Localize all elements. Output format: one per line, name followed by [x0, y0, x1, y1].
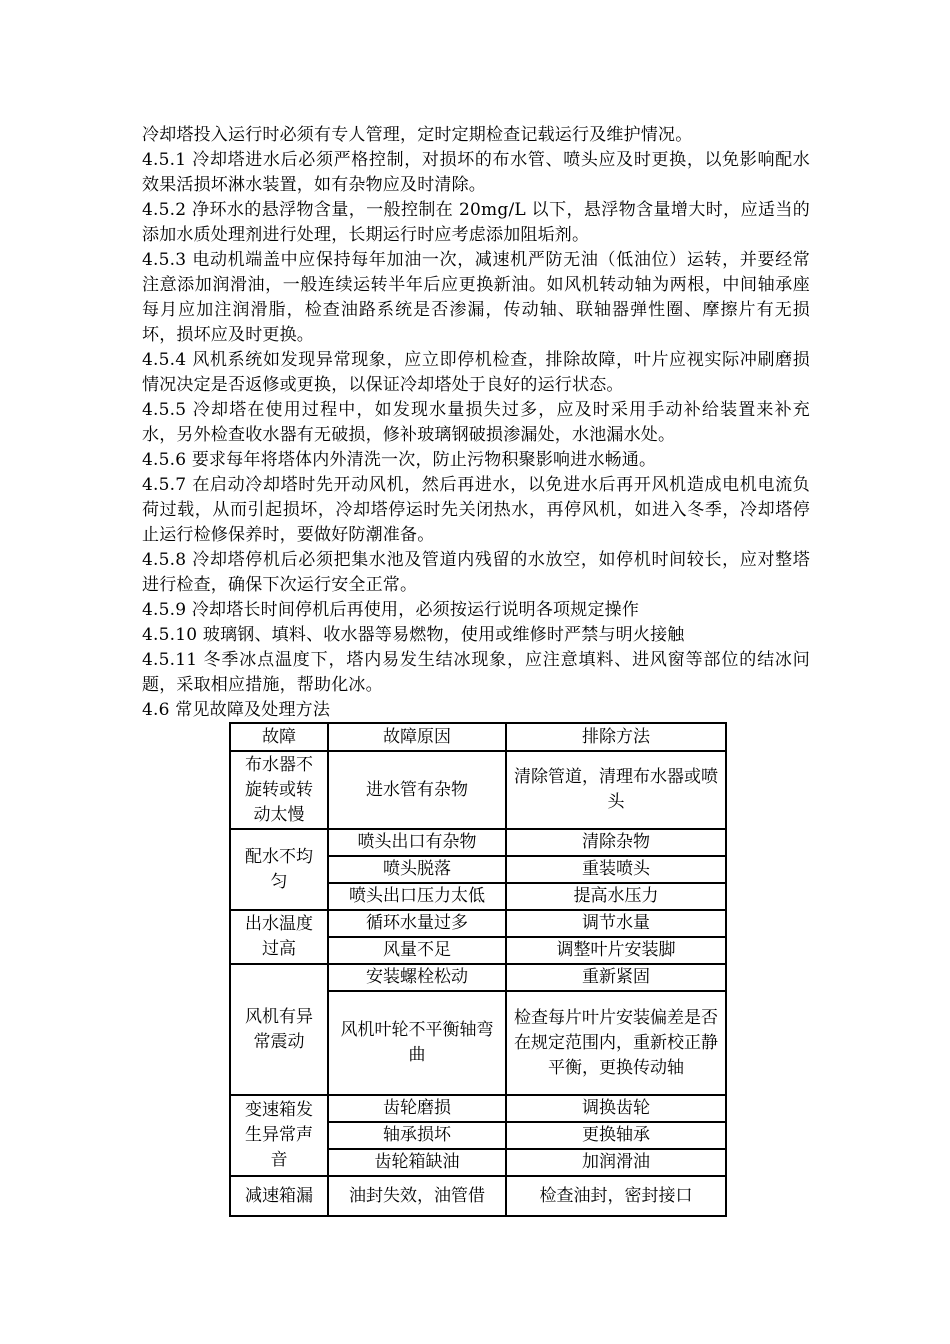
cause-cell: 齿轮箱缺油 [328, 1149, 506, 1176]
cause-cell: 喷头出口压力太低 [328, 883, 506, 910]
header-fault: 故障 [230, 723, 328, 751]
paragraph: 4.5.3 电动机端盖中应保持每年加油一次，减速机严防无油（低油位）运转，并要经常注意添加润滑油，一般连续运转半年后应更换新油。如风机转动轴为两根，中间轴承座每月应加注润滑脂，检查油路系统是否渗漏，传动轴、联轴器弹性圈、摩擦片有无损坏，损坏应及时更换。 [142, 250, 810, 345]
cause-cell: 风量不足 [328, 937, 506, 964]
solution-cell: 提高水压力 [506, 883, 726, 910]
table-row [230, 1176, 726, 1216]
table-row [230, 910, 726, 937]
fault-cell: 出水温度过高 [230, 910, 328, 964]
table-row [230, 964, 726, 991]
fault-cell: 变速箱发生异常声音 [230, 1095, 328, 1176]
solution-cell: 检查油封，密封接口 [506, 1176, 726, 1216]
paragraph: 4.5.6 要求每年将塔体内外清洗一次，防止污物积聚影响进水畅通。 [142, 450, 657, 470]
solution-cell: 调换齿轮 [506, 1095, 726, 1122]
paragraph: 4.5.7 在启动冷却塔时先开动风机，然后再进水，以免进水后再开风机造成电机电流负荷过载，从而引起损坏，冷却塔停运时先关闭热水，再停风机，如进入冬季，冷却塔停止运行检修保养时，要做好防潮准备。 [142, 475, 810, 545]
header-cause: 故障原因 [328, 723, 506, 751]
table-header-row [230, 723, 726, 751]
cause-cell: 安装螺栓松动 [328, 964, 506, 991]
solution-cell: 清除杂物 [506, 829, 726, 856]
cause-cell: 油封失效，油管借 [328, 1176, 506, 1216]
section-heading: 4.6 常见故障及处理方法 [142, 700, 331, 720]
solution-cell: 重装喷头 [506, 856, 726, 883]
fault-cell: 风机有异常震动 [230, 964, 328, 1095]
paragraph: 4.5.2 净环水的悬浮物含量，一般控制在 20mg/L 以下，悬浮物含量增大时，应适当的添加水质处理剂进行处理，长期运行时应考虑添加阻垢剂。 [142, 200, 810, 245]
paragraph: 4.5.5 冷却塔在使用过程中，如发现水量损失过多，应及时采用手动补给装置来补充水，另外检查收水器有无破损，修补玻璃钢破损渗漏处，水池漏水处。 [142, 400, 810, 445]
header-solution: 排除方法 [506, 723, 726, 751]
solution-cell: 清除管道，清理布水器或喷头 [506, 751, 726, 829]
solution-cell: 更换轴承 [506, 1122, 726, 1149]
fault-cell: 布水器不旋转或转动太慢 [230, 751, 328, 829]
document-body [142, 123, 810, 723]
table-row [230, 751, 726, 829]
paragraph: 4.5.9 冷却塔长时间停机后再使用，必须按运行说明各项规定操作 [142, 600, 640, 620]
cause-cell: 喷头脱落 [328, 856, 506, 883]
fault-cell: 配水不均匀 [230, 829, 328, 910]
solution-cell: 检查每片叶片安装偏差是否在规定范围内，重新校正静平衡，更换传动轴 [506, 991, 726, 1095]
fault-table-wrapper [229, 722, 727, 1217]
cause-cell: 循环水量过多 [328, 910, 506, 937]
paragraph: 4.5.8 冷却塔停机后必须把集水池及管道内残留的水放空，如停机时间较长，应对整塔进行检查，确保下次运行安全正常。 [142, 550, 810, 595]
solution-cell: 重新紧固 [506, 964, 726, 991]
solution-cell: 加润滑油 [506, 1149, 726, 1176]
solution-cell: 调节水量 [506, 910, 726, 937]
fault-table [229, 722, 727, 1217]
solution-cell: 调整叶片安装脚 [506, 937, 726, 964]
paragraph: 4.5.10 玻璃钢、填料、收水器等易燃物，使用或维修时严禁与明火接触 [142, 625, 685, 645]
cause-cell: 轴承损坏 [328, 1122, 506, 1149]
paragraph: 4.5.1 冷却塔进水后必须严格控制，对损坏的布水管、喷头应及时更换，以免影响配水效果活损坏淋水装置，如有杂物应及时清除。 [142, 150, 810, 195]
table-row [230, 1095, 726, 1122]
table-row [230, 829, 726, 856]
cause-cell: 喷头出口有杂物 [328, 829, 506, 856]
cause-cell: 齿轮磨损 [328, 1095, 506, 1122]
paragraph: 4.5.11 冬季冰点温度下，塔内易发生结冰现象，应注意填料、进风窗等部位的结冰问题，采取相应措施，帮助化冰。 [142, 650, 810, 695]
fault-cell: 减速箱漏 [230, 1176, 328, 1216]
paragraph: 冷却塔投入运行时必须有专人管理，定时定期检查记载运行及维护情况。 [142, 125, 693, 145]
cause-cell: 进水管有杂物 [328, 751, 506, 829]
cause-cell: 风机叶轮不平衡轴弯曲 [328, 991, 506, 1095]
paragraph: 4.5.4 风机系统如发现异常现象，应立即停机检查，排除故障，叶片应视实际冲刷磨损情况决定是否返修或更换，以保证冷却塔处于良好的运行状态。 [142, 350, 810, 395]
